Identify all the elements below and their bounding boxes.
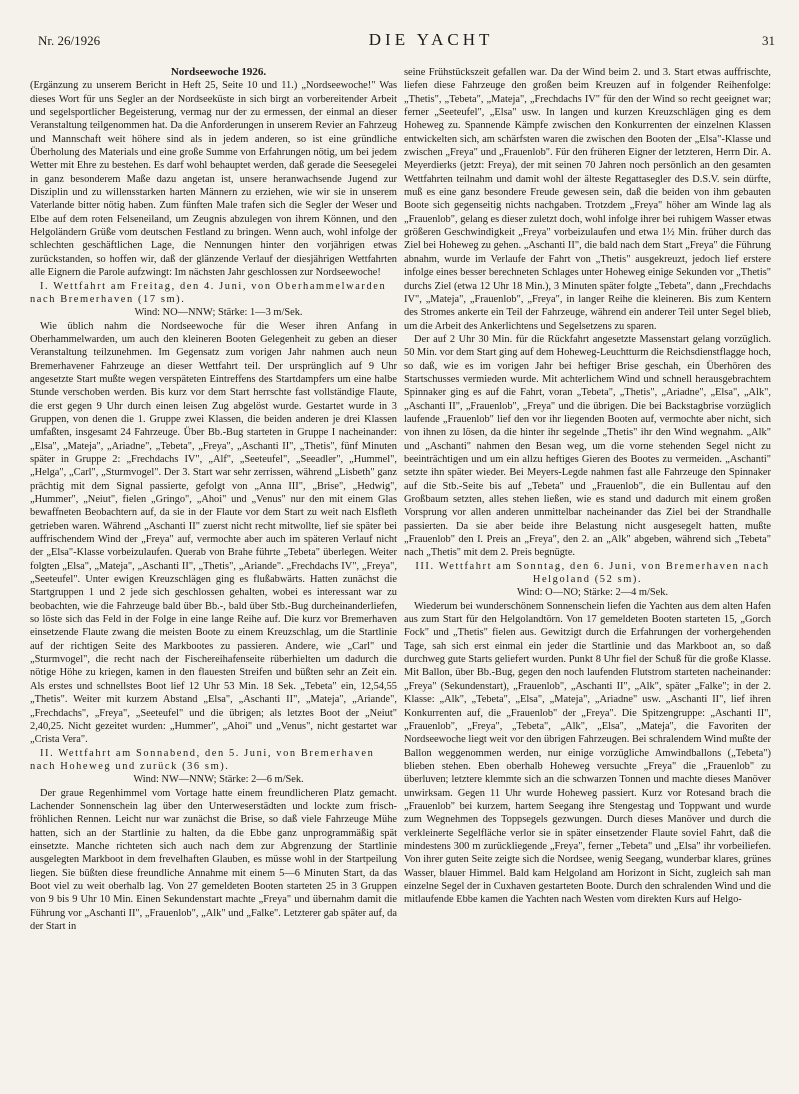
- magazine-title: DIE YACHT: [368, 30, 494, 49]
- issue-number: Nr. 26/1926: [38, 33, 101, 48]
- race-3-paragraph: Wiederum bei wunderschönem Sonnenschein liefen die Yachten aus dem alten Hafen aus zum Start für den Helgolandtörn. Von 17 gemeldeten Booten starteten 15, „Gorch Fock" und „Thetis" fielen aus. Gewitzigt durch die Erfahrungen der vorhergehenden Tage, sah sich erst einmal ein jeder die Startlinie und das Markboot an, so daß durchweg gute Starts geliefert wurden. Punkt 8 Uhr fiel der Schuß für die große Klasse. Mit Ballon, über Bb.-Bug, gegen den noch laufenden Flutstrom starteten nacheinander: „Freya" (Sekundenstart), „Frauenlob", „Aschanti II", „Alk", später „Falke"; in der 2. Klasse: „Alk", „Tebeta", „Elsa", „Mateja", „Ariadne" usw. „Aschanti II", lief ihren Konkurrenten auf, die „Frauenlob" der „Freya". Die Spitzengruppe: „Aschanti II", „Frauenlob", „Freya", „Tebeta", „Alk", „Elsa", „Mateja", die Favoriten der Nordseewoche liegt weit vor den übrigen Fahrzeugen. Bei schralendem Wind mußte der Ballon weggenommen werden, nur einige vorzügliche Amwindballons („Tebeta") blieben stehen. Eben oberhalb Hoheweg versuchte „Freya" die „Frauenlob" zu überluven; letztere klemmte sich an die schwarzen Tonnen und machte dieses Manöver unwirksam. Gegen 11 Uhr wurde Hoheweg passiert. Kurz vor Rotesand brach die „Frauenlob" bei kurzem, hartem Seegang ihre Stengestag und Toppwant und wurde zum Wegnehmen des Toppsegels gezwungen. Durch dieses Manöver und durch die verkleinerte Segelfläche verlor sie in später einsetzender Flaute soviel Fahrt, daß die mindestens 300 m zurückliegende „Freya", ferner „Tebeta" und „Elsa" ihr vorbeiliefen. Von ihrer guten Seite zeigte sich die Nordsee, wenig Seegang, wunderbar klares, grünes Wasser, blauer Himmel. Bald kam Helgoland am Horizont in Sicht, zugleich sah man einzelne Segel der in Cuxhaven gestarteten Boote. Durch den schralenden Wind und die mitlaufende Ebbe kamen die Yachten nach Westen vom direkten Kurs auf Helgo-: [404, 600, 771, 906]
- page-number: 31: [762, 33, 775, 48]
- left-column: [30, 66, 397, 1090]
- page-header: [38, 30, 775, 52]
- section-heading-race-2: II. Wettfahrt am Sonnabend, den 5. Juni, von Bremerhaven nach Hoheweg und zurück (36 sm).: [30, 747, 375, 772]
- right-column: [404, 66, 771, 1090]
- section-heading-race-3: III. Wettfahrt am Sonntag, den 6. Juni, von Bremerhaven nach Helgoland (52 sm).: [415, 560, 770, 586]
- wind-info-race-3: Wind: O—NO; Stärke: 2—4 m/Sek.: [516, 587, 669, 599]
- article-title: Nordseewoche 1926.: [170, 66, 267, 78]
- intro-paragraph: (Ergänzung zu unserem Bericht in Heft 25, Seite 10 und 11.) „Nordseewoche!" Was dieses Wort für uns Segler an der Nordseeküste in sich birgt an vorbereitender Arbeit und segelsportlicher Begeisterung, vermag nur der zu ermessen, der einmal an dieser Veranstaltung teilgenommen hat. Da die Anforderungen in unserem Revier an Fahrzeug und Mannschaft weit höhere sind als in jedem anderen, so ist eine gründliche Überholung des Materials und eine große Summe von Erfahrungen nötig, um bei jedem Wetter mit Ehre zu bestehen. Es darf wohl behauptet werden, daß gerade die Seesegelei in ganz besonderem Maße dazu angetan ist, unsere heranwachsende Jugend zur Disziplin und zu willensstarken harten Männern zu erziehen, wie wir sie in unserem Vaterlande bitter nötig haben. Zum fünften Male trafen sich die Segler der Weser und Elbe auf dem roten Felseneiland, um Zeugnis abzulegen von ihrem Können, und den Helgoländern Grüße vom deutschen Festland zu bringen. Wenn auch, wohl infolge der schlechten geschäftlichen Lage, die Nennungen hinter den vorjährigen etwas zurückstanden, so hoffen wir, daß der glänzende Verlauf der diesjährigen Wettfahrten alle Eignern die Parole aufzwingt: Im nächsten Jahr geschlossen zur Nordseewoche!: [30, 80, 397, 279]
- wind-info-race-2: Wind: NW—NNW; Stärke: 2—6 m/Sek.: [133, 774, 304, 786]
- race-2-paragraph: Der graue Regenhimmel vom Vortage hatte einem freundlicheren Platz gemacht. Lachender Sonnenschein lag über den Unterweserstädten und lockte zum frisch-fröhlichen Rennen. Leicht nur war zunächst die Brise, so daß viele Fahrzeuge Mühe hatten, sich an der Startlinie zu halten, da die Ebbe ganz unprogrammäßig spät einsetzte. Manche richteten sich auch nach dem zur Abgrenzung der Startlinie ausgelegten Markboot in dem frevelhaften Glauben, es müsse wohl in der Startpeilung liegen. Sie büßten diese freundliche Annahme mit einem 5—6 Minuten Start, da das Boot viel zu weit oberhalb lag. Von 27 gemeldeten Booten starteten 25 in 3 Gruppen von 9 bis 9 Uhr 10 Min. Einen Sekundenstart machte „Freya" und übernahm damit die Führung vor „Aschanti II", „Frauenlob", „Alk" und „Falke". Letzterer gab später auf, da der Start in: [30, 787, 397, 932]
- race-2-continued-paragraph: seine Frühstückszeit gefallen war. Da der Wind beim 2. und 3. Start etwas auffrischte, liefen diese Fahrzeuge den großen beim Kreuzen auf in folgender Reihenfolge: „Thetis", „Tebeta", „Mateja", „Frechdachs IV" für den der Wind so recht geeignet war; ferner „Seeteufel", „Elsa" usw. In langen und kurzen Kreuzschlägen ging es dem Hoheweg zu. Spannende Kämpfe zwischen den Konkurrenten der einzelnen Klassen entwickelten sich, am schärfsten waren die zwischen den Booten der „Elsa"-Klasse und zwischen „Freya" und „Frauenlob". Für den früheren Eigner der letzteren, Herrn Dir. A. Meyerdierks (jetzt: Freya), der mit seinen 70 Jahren noch persönlich an den gesamten Wettfahrten teilnahm und damit wohl der älteste Regattasegler des D.S.V. sein dürfte, muß es eine ganz besondere Freude gewesen sein, daß die beiden von ihm gebauten Boote sich gegenseitig nichts nachgaben. Trotzdem „Freya" höher am Winde lag als „Frauenlob", gelang es dieser zuletzt doch, wohl infolge ihrer bei ruhigem Wasser etwas größeren Geschwindigkeit „Freya" vorbeizulaufen und etwa 1½ Min. früher durch das Ziel bei Hoheweg zu gehen. „Aschanti II", die bald nach dem Start „Freya" die Führung abnahm, wurde im Verlaufe der Fahrt von „Thetis" ausgekreuzt, jedoch lief erstere infolge eines besser berechneten Schlages unter Hoheweg einige Sekunden vor „Thetis" durchs Ziel (etwa 12 Uhr 18 Min.), 3 Minuten später folgte „Tebeta", dann „Frechdachs IV", „Mateja", „Frauenlob", „Freya", in langer Reihe die kleineren. Bis zum Kentern des Stromes ankerte ein Teil der Fahrzeuge, während ein anderer Teil unter Segel blieb, um die Arbeit des Ankerlichtens und Segelsetzens zu sparen.: [404, 67, 771, 332]
- race-1-paragraph: Wie üblich nahm die Nordseewoche für die Weser ihren Anfang in Oberhammelwarden, um auch den kleineren Booten Gelegenheit zu geben an dieser Veranstaltung teilzunehmen. Im Gegensatz zum vorigen Jahr nahmen auch neun Bremerhavener Fahrzeuge an dieser Wettfahrt teil. Der ursprünglich auf 9 Uhr angesetzte Start mußte wegen verspäteten Eintreffens des Startdampfers um eine halbe Stunde verschoben werden. Bis kurz vor dem Start herrschte fast vollständige Flaute, die erst gegen 9 Uhr durch einen leisen Zug abgelöst wurde. Gestartet wurde in 3 Gruppen, von denen die 1. Gruppe zwei Klassen, die beiden anderen je drei Klassen umfaßten, insgesamt 24 Fahrzeuge. Über Bb.-Bug starteten in Gruppe I nacheinander: „Elsa", „Mateja", „Ariadne", „Tebeta", „Freya", „Aschanti II", „Thetis", fünf Minuten später in Gruppe 2: „Frechdachs IV", „Alf", „Seeteufel", „Seeadler", „Hummel", „Helga", „Carl", „Sturmvogel". Der 3. Start war sehr zerrissen, während „Lisbeth" ganz prächtig mit dem Signal passierte, gefolgt von „Anna III", „Brise", „Hedwig", „Hummer", „Neiut", fielen „Gringo", „Ahoi" und „Venus" nur den mit einem Glas bewaffneten Beobachtern auf, da sie in der Flaute vor dem Start zu weit nach Elsfleth getrieben waren. Während „Aschanti II" zuerst nicht recht mitwollte, lief sie später bei auffrischendem Wind der „Freya" auf, vermochte aber auch im späteren Verlauf nicht der „Elsa"-Klasse vorbeizulaufen. Querab von Brahe führte „Tebeta" überlegen. Weiter folgten „Elsa", „Mateja", „Aschanti II", „Thetis", „Ariande". „Frechdachs IV", „Freya", „Seeteufel". Unter ewigen Kreuzschlägen ging es flußabwärts. Hatten zunächst die Startgruppen 1 und 2 jede sich geschlossen gehalten, wobei es interessant war zu beobachten, wie die Fahrzeuge bald über Bb.-, bald über Stb.-Bug durcheinanderliefen, so löste sich das Feld in der Folge in eine lange Reihe auf. Die kurz vor Bremerhaven einsetzende Flaute zwang die meisten Boote zu einem Kreuzschlag, um die Startlinie auf der richtigen Seite des Markbootes zu passieren. Andere, wie „Carl" und „Sturmvogel", die recht nach der Fischereihafenseite rüberhielten um dadurch die nötige Höhe zu kriegen, kamen in den flauesten Streifen und büßten sehr an Zeit ein. Als erstes und schnellstes Boot lief 12 Uhr 53 Min. 18 Sek. „Tebeta" ein, 12,54,55 „Thetis". Weiter mit kurzem Abstand „Elsa", „Aschanti II", „Mateja", „Ariande", „Frechdachs", „Freya", „Seeteufel" und die übrigen; als letztes Boot der „Neiut" 2,40,25. Nicht gezeitet wurden: „Hummer", „Ahoi" und „Venus", nicht gestartet war „Crista Vera".: [30, 320, 397, 746]
- race-2-return-paragraph: Der auf 2 Uhr 30 Min. für die Rückfahrt angesetzte Massenstart gelang vorzüglich. 50 Min. vor dem Start ging auf dem Hoheweg-Leuchtturm die Reichsdienstflagge hoch, so daß, wie es im vorigen Jahr bei heftiger Brise geschah, ein Überhören des Startschusses vermieden wurde. Mit achterlichem Wind und schnell herausgebrachtem Spinnaker ging es auf die Fahrt, voran „Tebeta", „Thetis", „Ariadne", „Elsa", „Alk", „Aschanti II", „Frauenlob", „Freya" und die übrigen. Die bei Backstagbrise vorzüglich laufende „Frauenlob" lief den vor ihr liegenden Booten auf, vermochte aber nicht, sich von ihnen zu lösen, da die hinter ihr segelnde „Thetis" ihr den Wind wegnahm. „Alk" und „Aschanti" nahmen den Besan weg, um die vorne stehenden Segel nicht zu beeinträchtigen und um ein allzu heftiges Gieren des Bootes zu vermeiden. „Aschanti" setzte ihn später wieder. Bei Meyers-Legde nahmen fast alle Fahrzeuge den Spinnaker auf die Stb.-Seite bis auf „Tebeta" und „Frauenlob", die ein Bullentau auf den Großbaum setzten, alles stehen ließen, wie es stand und dadurch mit einem großen Vorsprung vor allen anderen unmittelbar nacheinander das Ziel bei der Strandhalle passierten. Da sie aber beide ihre Belastung nicht ausgesegelt hatten, mußte „Frauenlob" den I. Preis an „Freya", den 2. an „Alk" abgeben, während sich „Tebeta" nach „Thetis" mit dem 2. Preis begnügte.: [404, 333, 771, 559]
- section-heading-race-1: I. Wettfahrt am Freitag, den 4. Juni, von Oberhammelwarden nach Bremerhaven (17 sm).: [30, 280, 387, 305]
- wind-info-race-1: Wind: NO—NNW; Stärke: 1—3 m/Sek.: [134, 307, 303, 319]
